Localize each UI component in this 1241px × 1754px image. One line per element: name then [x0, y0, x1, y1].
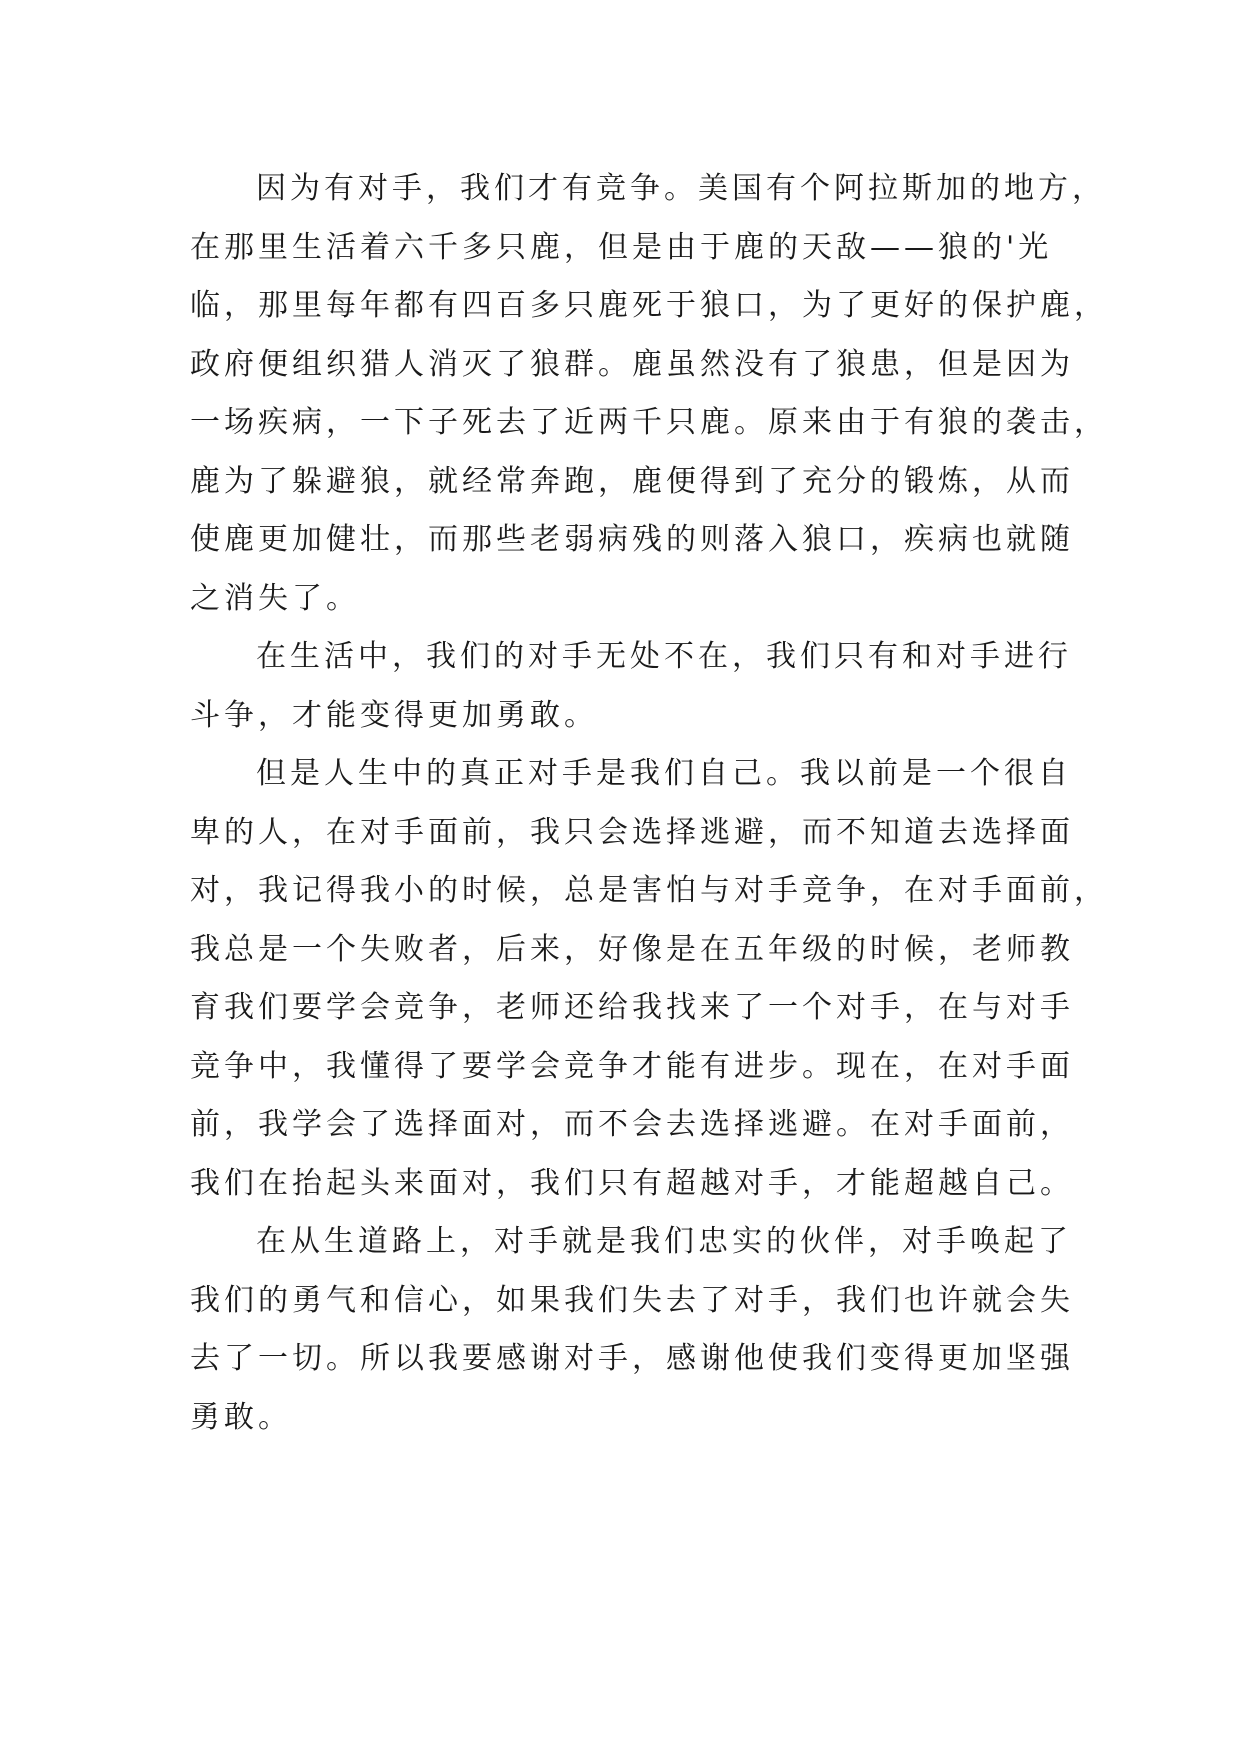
paragraph-2 — [190, 628, 1070, 745]
text-line: 前，我学会了选择面对，而不会去选择逃避。在对手面前， — [190, 1107, 1074, 1142]
text-line: 去了一切。所以我要感谢对手，感谢他使我们变得更加坚强 — [190, 1341, 1074, 1376]
text-line: 政府便组织猎人消灭了狼群。鹿虽然没有了狼患，但是因为 — [190, 346, 1074, 382]
text-line: 我们在抬起头来面对，我们只有超越对手，才能超越自己。 — [190, 1165, 1074, 1201]
paragraph-3 — [190, 745, 1108, 1213]
text-line: 斗争，才能变得更加勇敢。 — [190, 697, 598, 733]
text-line: 在生活中，我们的对手无处不在，我们只有和对手进行 — [256, 639, 1072, 674]
text-line: 使鹿更加健壮，而那些老弱病残的则落入狼口，疾病也就随 — [190, 522, 1074, 557]
text-line: 一场疾病，一下子死去了近两千只鹿。原来由于有狼的袭击， — [190, 405, 1108, 440]
text-line: 勇敢。 — [190, 1399, 292, 1435]
text-line: 但是人生中的真正对手是我们自己。我以前是一个很自 — [256, 756, 1072, 791]
text-line: 在那里生活着六千多只鹿，但是由于鹿的天敌——狼的'光 — [190, 229, 1053, 265]
text-line: 鹿为了躲避狼，就经常奔跑，鹿便得到了充分的锻炼，从而 — [190, 463, 1074, 499]
text-line: 在从生道路上，对手就是我们忠实的伙伴，对手唤起了 — [256, 1224, 1072, 1259]
paragraph-4 — [190, 1213, 1074, 1447]
text-line: 因为有对手，我们才有竞争。美国有个阿拉斯加的地方， — [256, 171, 1106, 206]
text-line: 我总是一个失败者，后来，好像是在五年级的时候，老师教 — [190, 931, 1074, 967]
text-line: 竞争中，我懂得了要学会竞争才能有进步。现在，在对手面 — [190, 1048, 1074, 1084]
document-body — [190, 160, 1108, 1447]
paragraph-1 — [190, 160, 1108, 628]
text-line: 育我们要学会竞争，老师还给我找来了一个对手，在与对手 — [190, 990, 1074, 1025]
text-line: 对，我记得我小的时候，总是害怕与对手竞争，在对手面前， — [190, 873, 1108, 908]
text-line: 临，那里每年都有四百多只鹿死于狼口，为了更好的保护鹿， — [190, 288, 1108, 323]
text-line: 之消失了。 — [190, 580, 360, 616]
text-line: 卑的人，在对手面前，我只会选择逃避，而不知道去选择面 — [190, 814, 1074, 850]
text-line: 我们的勇气和信心，如果我们失去了对手，我们也许就会失 — [190, 1282, 1074, 1318]
